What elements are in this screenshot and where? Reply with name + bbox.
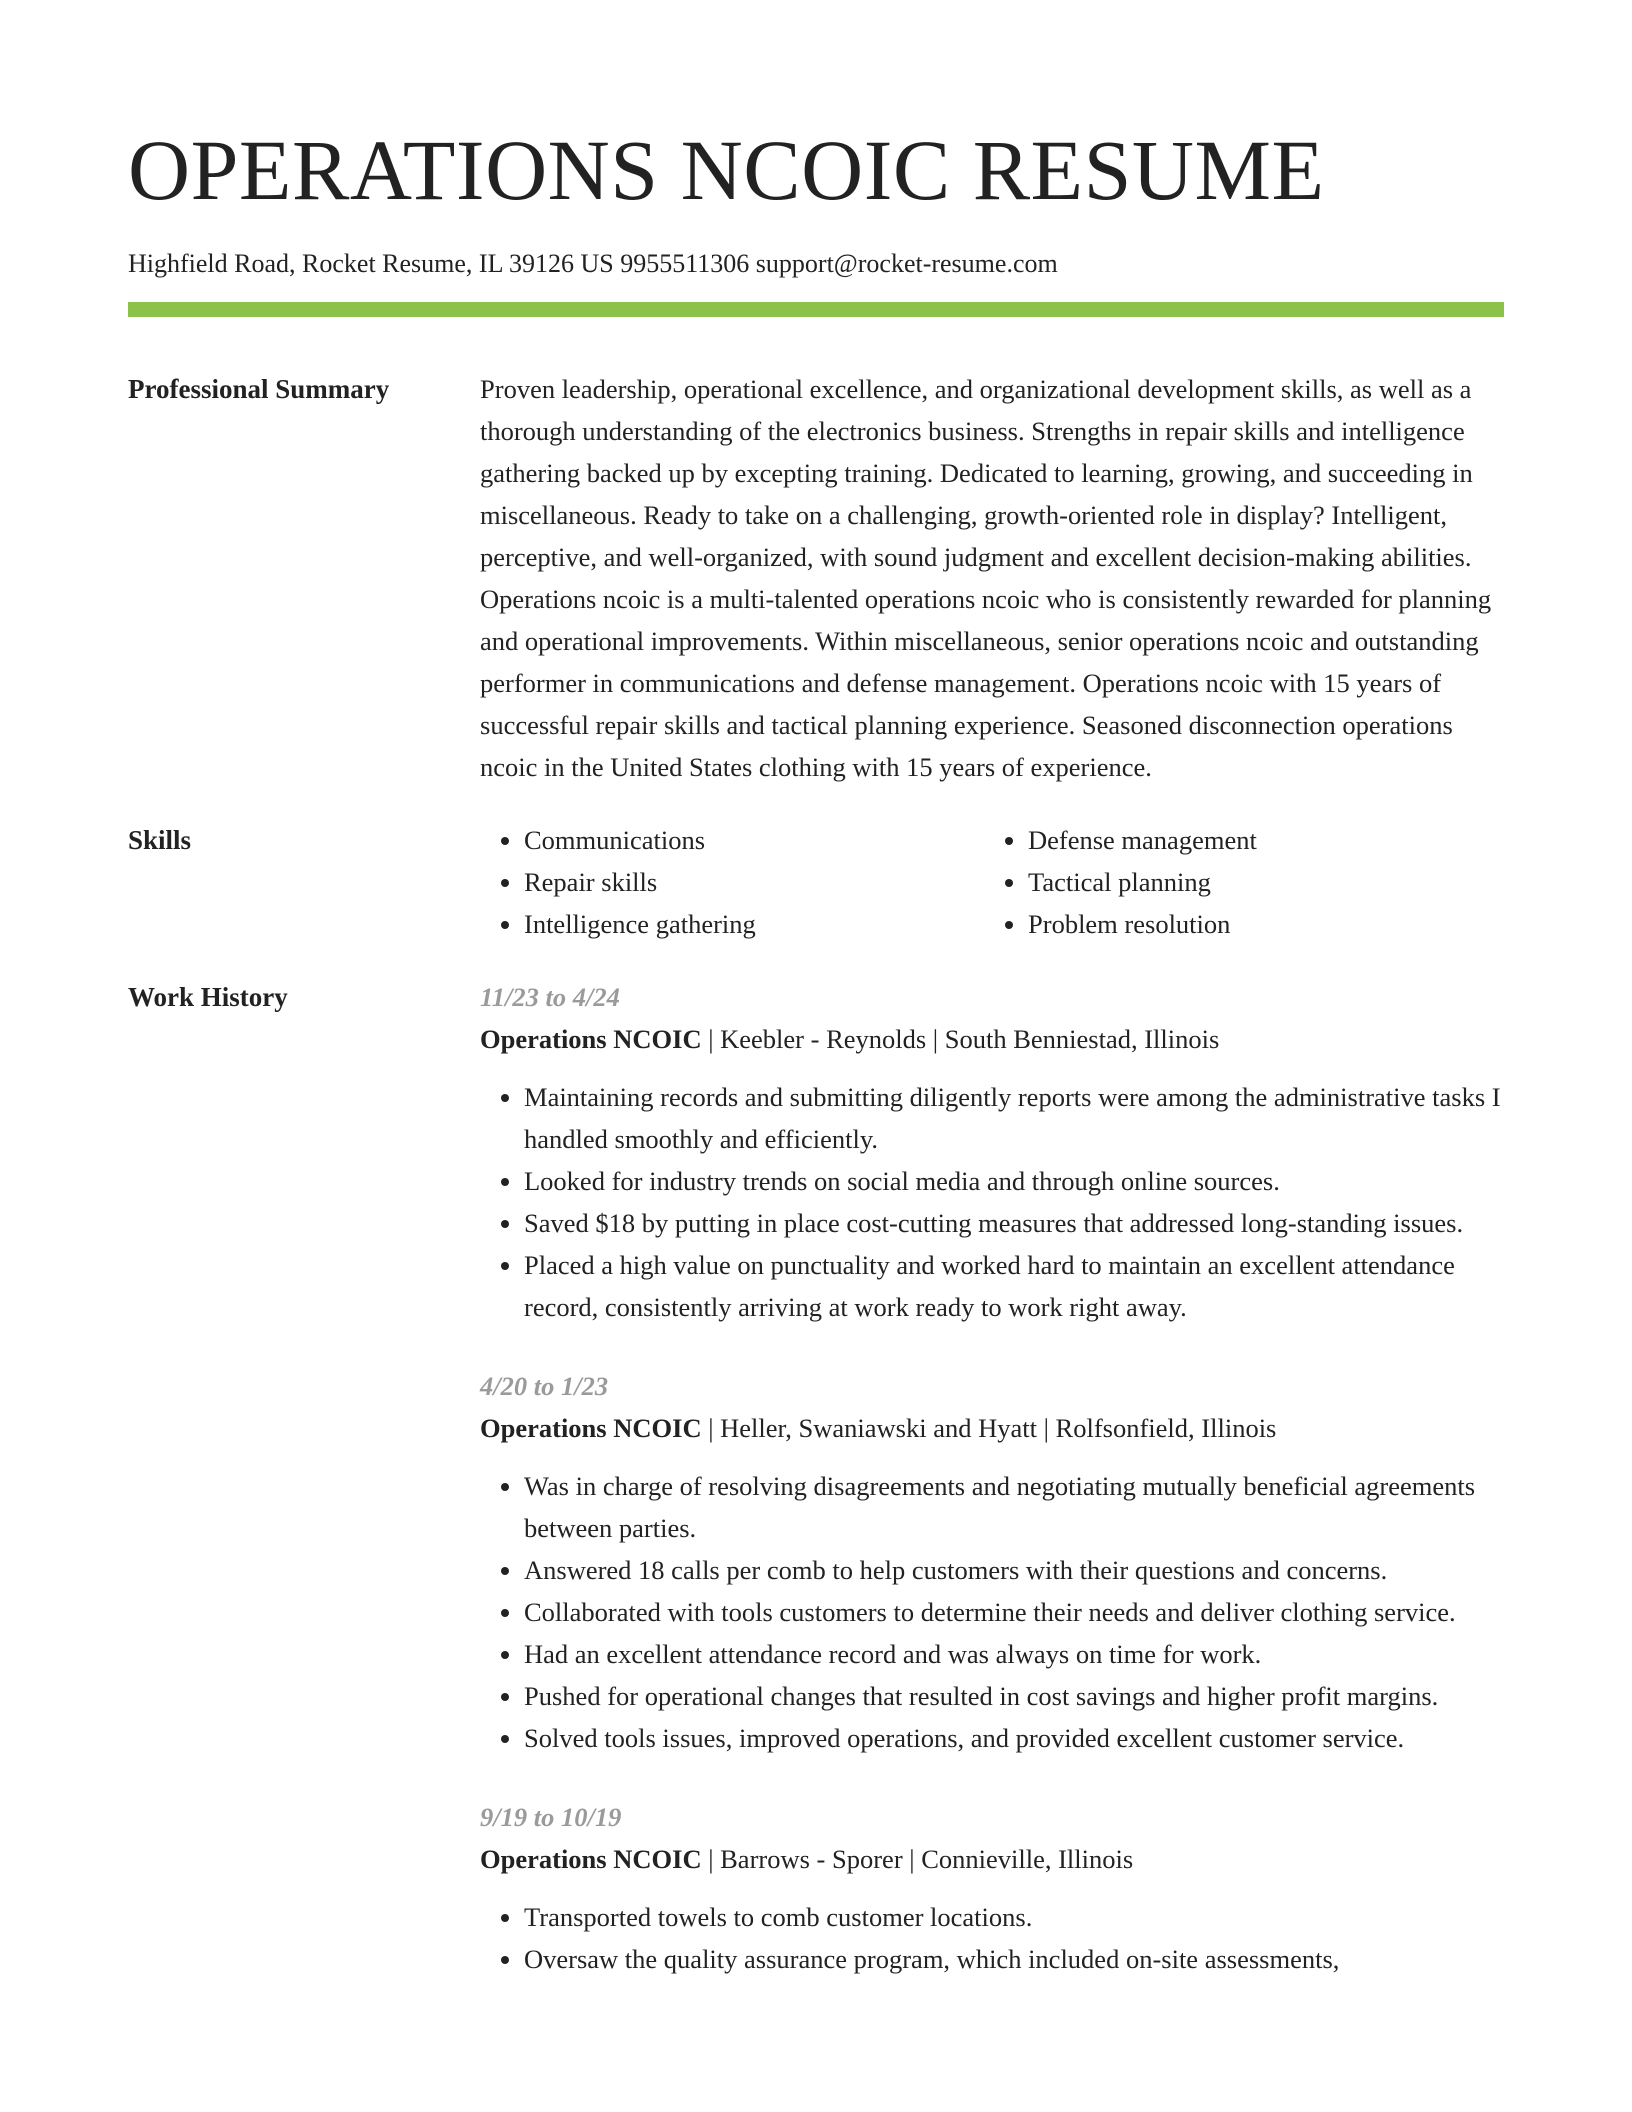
job-entry [480,1796,1504,1980]
job-bullet: • Oversaw the quality assurance program, which included on-site assessments, [524,1938,1504,1980]
job-bullets [480,1076,1504,1328]
skill-item: • Tactical planning [1028,861,1504,903]
contact-phone: 9955511306 [620,249,750,278]
accent-divider [128,302,1504,317]
job-bullet: • Was in charge of resolving disagreements and negotiating mutually beneficial agreements between parties. [524,1465,1504,1549]
job-bullet: • Had an excellent attendance record and was always on time for work. [524,1633,1504,1675]
skill-item: • Repair skills [524,861,984,903]
contact-email: support@rocket-resume.com [755,249,1058,278]
section-heading-work-history: Work History [128,982,288,1012]
job-bullet: • Collaborated with tools customers to determine their needs and deliver clothing service. [524,1591,1504,1633]
section-heading-skills: Skills [128,825,192,855]
job-dates: 4/20 to 1/23 [480,1371,609,1401]
skill-item: • Communications [524,819,984,861]
skill-item: • Intelligence gathering [524,903,984,945]
job-title: Operations NCOIC [480,1844,702,1874]
job-entry [480,1365,1504,1759]
job-bullet: • Answered 18 calls per comb to help customers with their questions and concerns. [524,1549,1504,1591]
job-heading [480,1838,1504,1880]
job-title: Operations NCOIC [480,1413,702,1443]
skill-item: • Defense management [1028,819,1504,861]
job-employer-location: | Barrows - Sporer | Connieville, Illinois [701,1844,1134,1874]
job-bullet: • Saved $18 by putting in place cost-cutting measures that addressed long-standing issues. [524,1202,1504,1244]
job-bullet: • Looked for industry trends on social media and through online sources. [524,1160,1504,1202]
job-heading [480,1407,1504,1449]
contact-line [128,248,1504,280]
skills-list-right [984,819,1504,945]
job-dates: 11/23 to 4/24 [480,982,620,1012]
job-bullet: • Solved tools issues, improved operations, and provided excellent customer service. [524,1717,1504,1759]
job-employer-location: | Heller, Swaniawski and Hyatt | Rolfsonfield, Illinois [701,1413,1277,1443]
contact-address: Highfield Road, Rocket Resume, IL 39126 US [128,249,614,278]
job-bullets [480,1896,1504,1980]
job-bullets [480,1465,1504,1759]
job-bullet: • Pushed for operational changes that resulted in cost savings and higher profit margins. [524,1675,1504,1717]
resume-page [128,0,1504,2017]
professional-summary-section [128,368,1504,788]
job-dates: 9/19 to 10/19 [480,1802,622,1832]
job-heading [480,1018,1504,1060]
summary-text: Proven leadership, operational excellence, and organizational development skills, as well as a thorough understanding of the electronics business. Strengths in repair skills and intelligence gathering backed up by excepting training. Dedicated to learning, growing, and succeeding in miscellaneous. Ready to take on a challenging, growth-oriented role in display? Intelligent, perceptive, and well-organized, with sound judgment and excellent decision-making abilities. Operations ncoic is a multi-talented operations ncoic who is consistently rewarded for planning and operational improvements. Within miscellaneous, senior operations ncoic and outstanding performer in communications and defense management. Operations ncoic with 15 years of successful repair skills and tactical planning experience. Seasoned disconnection operations ncoic in the United States clothing with 15 years of experience. [480,374,1492,782]
job-entry [480,976,1504,1328]
job-title: Operations NCOIC [480,1024,702,1054]
skills-list-left [480,819,984,945]
job-bullet: • Maintaining records and submitting diligently reports were among the administrative tasks I handled smoothly and efficiently. [524,1076,1504,1160]
job-bullet: • Placed a high value on punctuality and worked hard to maintain an excellent attendance record, consistently arriving at work ready to work right away. [524,1244,1504,1328]
work-history-section [128,976,1504,2017]
skill-item: • Problem resolution [1028,903,1504,945]
resume-title: OPERATIONS NCOIC RESUME [128,122,1325,218]
job-bullet: • Transported towels to comb customer locations. [524,1896,1504,1938]
section-heading-summary: Professional Summary [128,374,390,404]
skills-section [128,819,1504,945]
job-employer-location: | Keebler - Reynolds | South Benniestad, Illinois [701,1024,1220,1054]
